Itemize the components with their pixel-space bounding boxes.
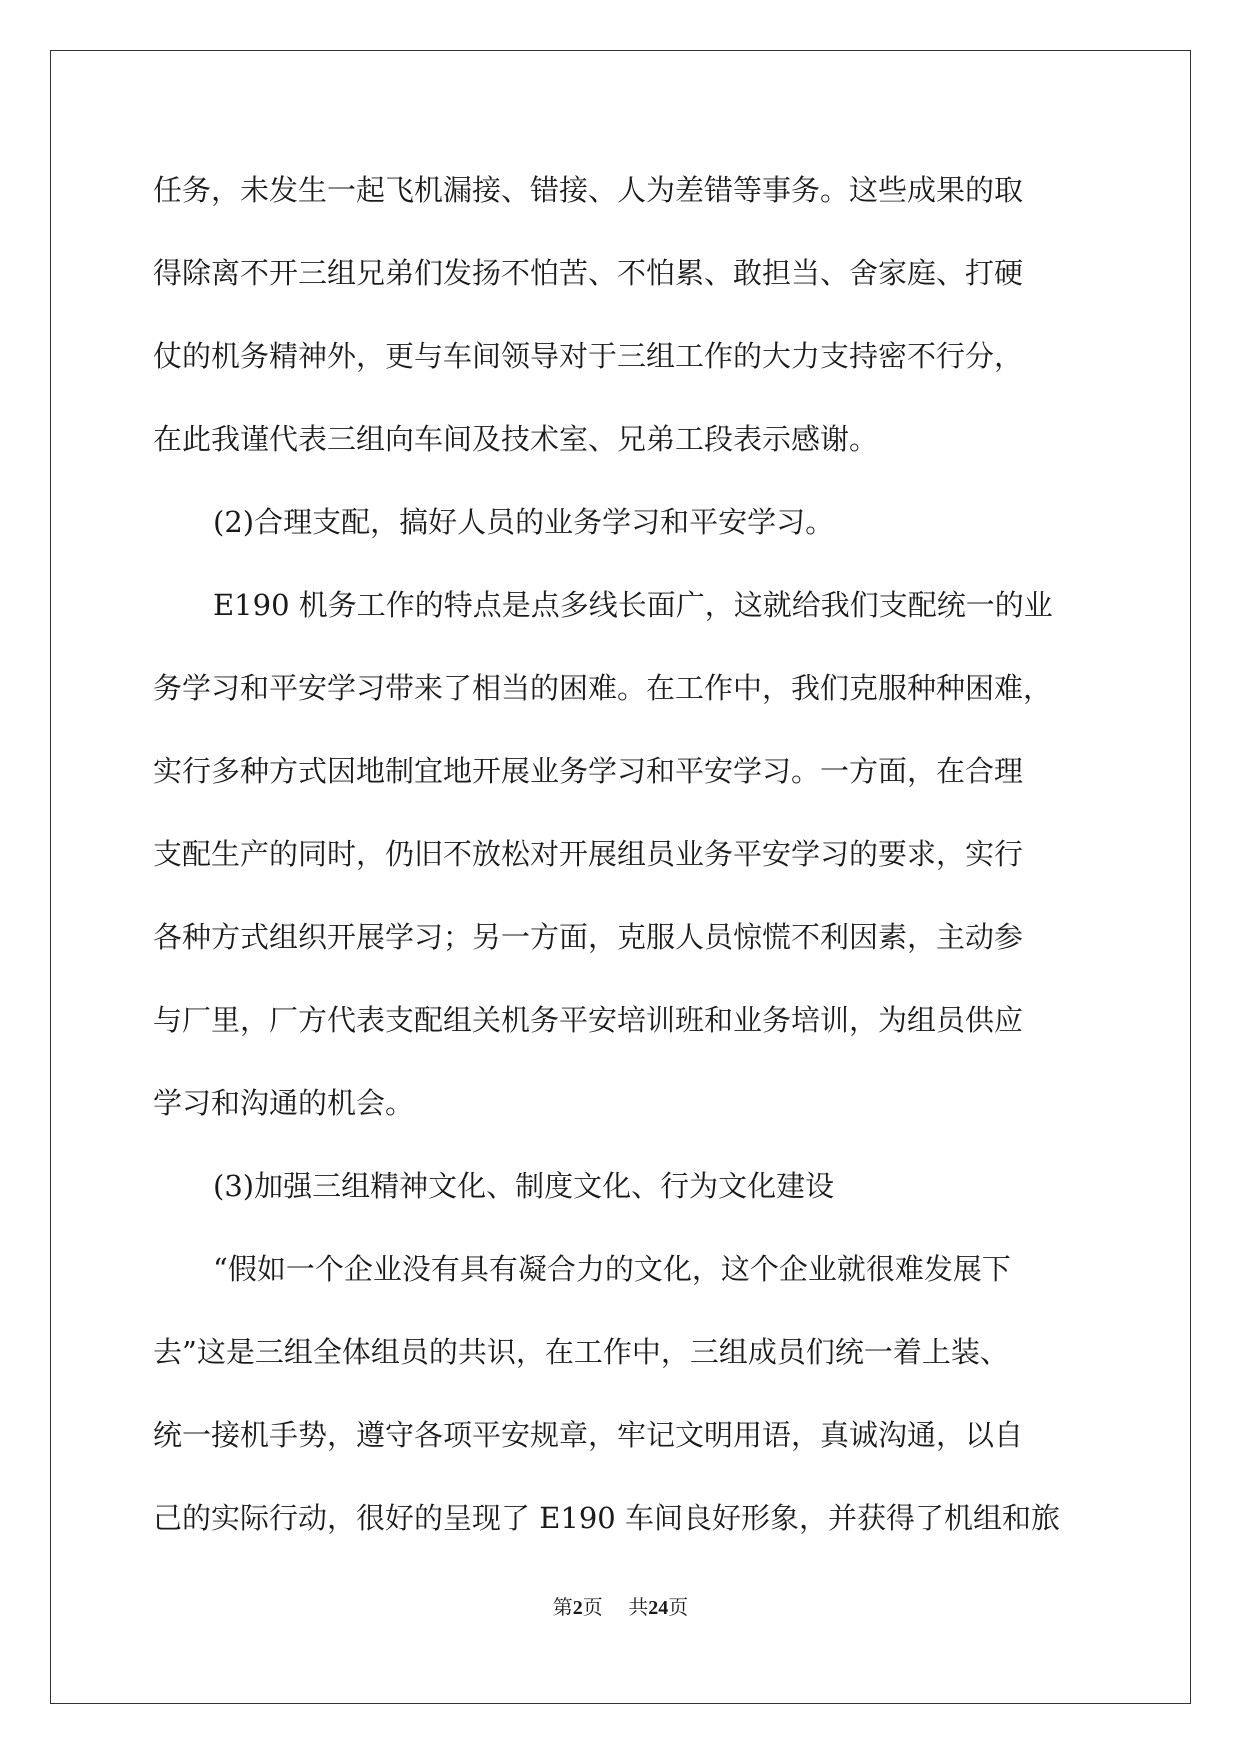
page-number: 2 [572,1597,583,1619]
text-line: 统一接机手势，遵守各项平安规章，牢记文明用语，真诚沟通，以自 [153,1418,1024,1452]
page-prefix: 第 [552,1595,573,1619]
paragraph-start: “假如一个企业没有具有凝合力的文化，这个企业就很难发展下 [213,1252,1011,1286]
text-line: 在此我谨代表三组向车间及技术室、兄弟工段表示感谢。 [153,422,879,456]
document-body [153,160,1113,1571]
text-line: 实行多种方式因地制宜地开展业务学习和平安学习。一方面，在合理 [153,754,1024,788]
text-line: 己的实际行动，很好的呈现了 E190 车间良好形象，并获得了机组和旅 [153,1501,1060,1535]
text-line: 得除离不开三组兄弟们发扬不怕苦、不怕累、敢担当、舍家庭、打硬 [153,256,1024,290]
text-line: 务学习和平安学习带来了相当的困难。在工作中，我们克服种种困难， [153,671,1053,705]
paragraph-start: E190 机务工作的特点是点多线长面广，这就给我们支配统一的业 [213,588,1053,622]
page-footer [0,1591,1241,1620]
total-pages: 24 [648,1597,669,1619]
text-line: 去”这是三组全体组员的共识，在工作中，三组成员们统一着上装、 [153,1335,1009,1369]
section-heading: (2)合理支配，搞好人员的业务学习和平安学习。 [213,505,835,539]
text-line: 任务，未发生一起飞机漏接、错接、人为差错等事务。这些成果的取 [153,173,1024,207]
text-line: 学习和沟通的机会。 [153,1086,415,1120]
text-line: 与厂里，厂方代表支配组关机务平安培训班和业务培训，为组员供应 [153,1003,1024,1037]
page-suffix: 页 [582,1595,603,1619]
total-suffix: 页 [668,1595,689,1619]
section-heading: (3)加强三组精神文化、制度文化、行为文化建设 [213,1169,835,1203]
text-line: 仗的机务精神外，更与车间领导对于三组工作的大力支持密不行分， [153,339,1024,373]
text-line: 支配生产的同时，仍旧不放松对开展组员业务平安学习的要求，实行 [153,837,1024,871]
text-line: 各种方式组织开展学习；另一方面，克服人员惊慌不利因素，主动参 [153,920,1024,954]
total-prefix: 共 [628,1595,649,1619]
